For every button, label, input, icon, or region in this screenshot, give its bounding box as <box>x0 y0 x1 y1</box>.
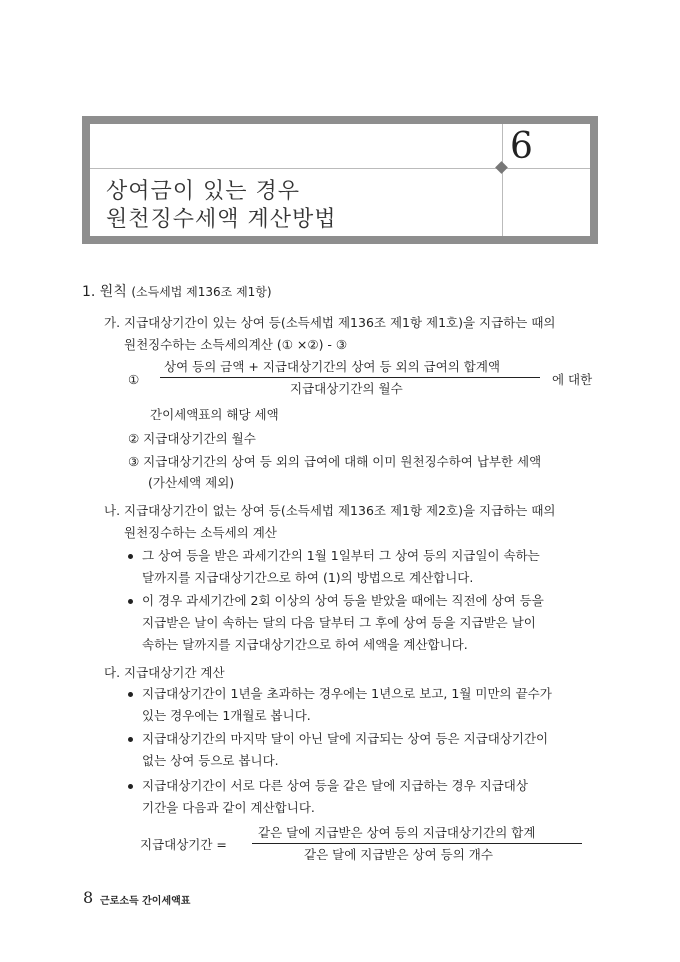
bullet-icon <box>128 599 133 604</box>
chapter-title-box <box>82 116 598 244</box>
na-bullet1-line2: 달까지를 지급대상기간으로 하여 (1)의 방법으로 계산합니다. <box>142 570 474 585</box>
da-bullet1-line2: 있는 경우에는 1개월로 봅니다. <box>142 708 311 723</box>
ga-line2: 원천징수하는 소득세의계산 (① ×②) - ③ <box>124 337 348 352</box>
diamond-ornament-icon <box>495 161 508 174</box>
section-heading-note: (소득세법 제136조 제1항) <box>131 285 272 299</box>
formula-denominator: 같은 달에 지급받은 상여 등의 개수 <box>304 847 493 862</box>
bullet-icon <box>128 554 133 559</box>
ga-label: 가. <box>104 315 121 330</box>
da-bullet2-line1: 지급대상기간의 마지막 달이 아닌 달에 지급되는 상여 등은 지급대상기간이 <box>142 731 549 746</box>
ga-line1: 지급대상기간이 있는 상여 등(소득세법 제136조 제1항 제1호)을 지급하는 때의 <box>124 315 556 330</box>
footer-title: 근로소득 간이세액표 <box>100 896 191 907</box>
section-heading-text: 1. 원칙 <box>82 284 127 300</box>
chapter-title-inner <box>90 124 590 236</box>
na-line2: 원천징수하는 소득세의 계산 <box>124 525 277 540</box>
da-bullet2-line2: 없는 상여 등으로 봅니다. <box>142 753 279 768</box>
na-line1: 지급대상기간이 없는 상여 등(소득세법 제136조 제1항 제2호)을 지급하는 때의 <box>124 503 556 518</box>
na-bullet2-line1: 이 경우 과세기간에 2회 이상의 상여 등을 받았을 때에는 직전에 상여 등을 <box>142 593 544 608</box>
na-label: 나. <box>104 503 121 518</box>
na-bullet2-line3: 속하는 달까지를 지급대상기간으로 하여 세액을 계산합니다. <box>142 637 468 652</box>
ga-item3-line2: (가산세액 제외) <box>148 475 235 490</box>
ga-item1-suffix: 에 대한 <box>552 372 593 387</box>
da-heading: 지급대상기간 계산 <box>124 665 225 680</box>
divider-vertical <box>502 124 503 236</box>
formula-numerator: 같은 달에 지급받은 상여 등의 지급대상기간의 합계 <box>258 825 536 840</box>
da-bullet3-line2: 기간을 다음과 같이 계산합니다. <box>142 800 315 815</box>
ga-item1-denominator: 지급대상기간의 월수 <box>290 381 403 396</box>
page-number: 8 <box>83 888 94 907</box>
bullet-icon <box>128 692 133 697</box>
da-bullet3-line1: 지급대상기간이 서로 다른 상여 등을 같은 달에 지급하는 경우 지급대상 <box>142 778 528 793</box>
ga-item3-line1: ③ 지급대상기간의 상여 등 외의 급여에 대해 이미 원천징수하여 납부한 세액 <box>128 454 542 469</box>
formula-lhs: 지급대상기간 = <box>140 837 227 852</box>
ga-item1-mark: ① <box>128 372 140 387</box>
chapter-number: 6 <box>510 126 533 167</box>
chapter-title-line2: 원천징수세액 계산방법 <box>106 207 337 232</box>
ga-item2: ② 지급대상기간의 월수 <box>128 431 256 446</box>
ga-item1-numerator: 상여 등의 금액 + 지급대상기간의 상여 등 외의 급여의 합계액 <box>164 359 501 374</box>
da-bullet1-line1: 지급대상기간이 1년을 초과하는 경우에는 1년으로 보고, 1월 미만의 끝수가 <box>142 686 552 701</box>
bullet-icon <box>128 737 133 742</box>
na-bullet1-line1: 그 상여 등을 받은 과세기간의 1월 1일부터 그 상여 등의 지급일이 속하는 <box>142 548 540 563</box>
na-bullet2-line2: 지급받은 날이 속하는 달의 다음 달부터 그 후에 상여 등을 지급받은 날이 <box>142 615 536 630</box>
formula-fraction-bar <box>252 843 582 844</box>
chapter-title <box>106 178 337 234</box>
section-heading <box>82 283 272 301</box>
da-label: 다. <box>104 665 121 680</box>
divider-horizontal <box>90 168 590 169</box>
bullet-icon <box>128 784 133 789</box>
ga-item1-cont: 간이세액표의 해당 세액 <box>150 407 279 422</box>
chapter-title-line1: 상여금이 있는 경우 <box>106 179 301 204</box>
fraction-bar <box>160 377 540 378</box>
